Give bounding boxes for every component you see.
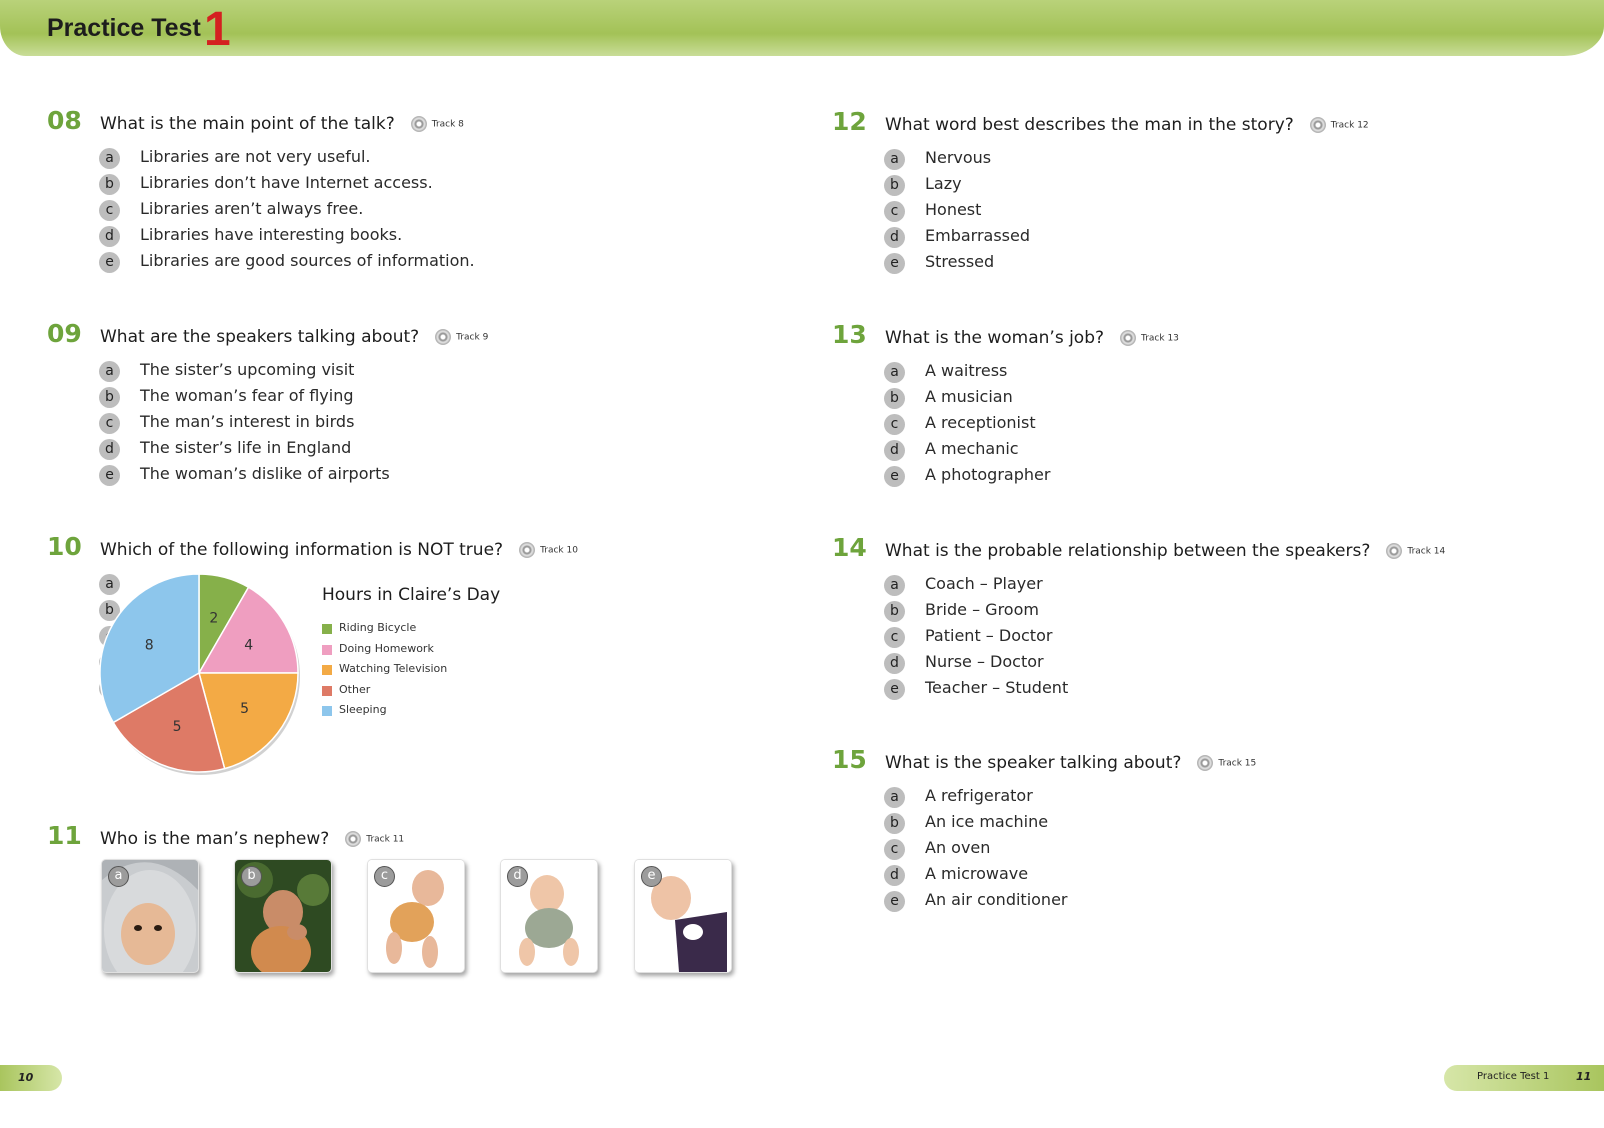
option-text: A photographer bbox=[925, 465, 1051, 484]
option-letter: a bbox=[884, 149, 905, 170]
legend-swatch bbox=[322, 665, 332, 675]
audio-track[interactable] bbox=[1310, 117, 1369, 133]
question-text: Which of the following information is NOT true? bbox=[100, 540, 504, 560]
legend-label: Other bbox=[339, 682, 371, 696]
photo-option-c[interactable] bbox=[367, 859, 465, 973]
option-letter: b bbox=[884, 175, 905, 196]
audio-track[interactable] bbox=[411, 116, 464, 132]
option-text: Bride – Groom bbox=[925, 600, 1039, 619]
audio-track[interactable] bbox=[1386, 543, 1445, 559]
footer-label: Practice Test 1 bbox=[1477, 1071, 1550, 1082]
option-letter: e bbox=[99, 252, 120, 273]
option-letter: e bbox=[884, 679, 905, 700]
legend-swatch bbox=[322, 686, 332, 696]
cd-icon bbox=[411, 116, 427, 132]
option-letter: d bbox=[99, 226, 120, 247]
option-text: The sister’s upcoming visit bbox=[140, 360, 355, 379]
option-text: A waitress bbox=[925, 361, 1008, 380]
option-text: Lazy bbox=[925, 174, 962, 193]
question-number: 10 bbox=[47, 532, 82, 561]
photo-letter: c bbox=[374, 866, 395, 887]
photo-letter: b bbox=[241, 866, 262, 887]
option-text: A mechanic bbox=[925, 439, 1019, 458]
question-text: What is the woman’s job? bbox=[885, 328, 1105, 348]
option-text: Stressed bbox=[925, 252, 995, 271]
question-text: What word best describes the man in the story? bbox=[885, 115, 1294, 135]
pie-chart-svg bbox=[92, 565, 312, 780]
option-text: Libraries have interesting books. bbox=[140, 225, 403, 244]
question-text: What is the probable relationship between the speakers? bbox=[885, 541, 1371, 561]
legend-swatch bbox=[322, 706, 332, 716]
option-text: The man’s interest in birds bbox=[140, 412, 355, 431]
option-text: A receptionist bbox=[925, 413, 1036, 432]
option-letter: a bbox=[99, 361, 120, 382]
question-number: 09 bbox=[47, 319, 82, 348]
pie-value-label: 2 bbox=[209, 610, 219, 627]
audio-track[interactable] bbox=[345, 831, 404, 847]
track-label: Track 14 bbox=[1407, 546, 1446, 557]
option-letter: b bbox=[99, 600, 120, 621]
option-letter: a bbox=[884, 362, 905, 383]
option-letter: b bbox=[884, 601, 905, 622]
option-text: An oven bbox=[925, 838, 991, 857]
question-number: 11 bbox=[47, 821, 82, 850]
pie-value-label: 4 bbox=[244, 637, 254, 654]
option-text: A refrigerator bbox=[925, 786, 1033, 805]
legend-label: Watching Television bbox=[339, 662, 448, 675]
option-letter: c bbox=[884, 201, 905, 222]
option-letter: d bbox=[884, 653, 905, 674]
option-letter: b bbox=[99, 174, 120, 195]
question-number: 12 bbox=[832, 107, 867, 136]
track-label: Track 10 bbox=[540, 545, 578, 556]
option-text: The sister’s life in England bbox=[140, 438, 352, 457]
option-text: Libraries are good sources of information. bbox=[140, 251, 475, 270]
audio-track[interactable] bbox=[435, 329, 488, 345]
track-label: Track 12 bbox=[1330, 120, 1369, 131]
question-number: 14 bbox=[832, 533, 867, 562]
option-letter: d bbox=[884, 440, 905, 461]
option-text: Nurse – Doctor bbox=[925, 652, 1044, 671]
question-text: Who is the man’s nephew? bbox=[100, 829, 330, 849]
option-letter: b bbox=[884, 388, 905, 409]
photo-option-b[interactable] bbox=[234, 859, 332, 973]
pie-chart bbox=[92, 565, 562, 780]
option-text: Nervous bbox=[925, 148, 992, 167]
option-letter: b bbox=[884, 813, 905, 834]
legend-swatch bbox=[322, 645, 332, 655]
question-number: 15 bbox=[832, 745, 867, 774]
legend-label: Doing Homework bbox=[339, 641, 434, 655]
option-letter: e bbox=[884, 253, 905, 274]
option-text: Teacher – Student bbox=[925, 678, 1069, 697]
header-band bbox=[0, 0, 1604, 56]
option-letter: a bbox=[99, 148, 120, 169]
option-letter: a bbox=[884, 787, 905, 808]
chart-title: Hours in Claire’s Day bbox=[322, 585, 501, 605]
option-letter: e bbox=[884, 466, 905, 487]
option-text: Patient – Doctor bbox=[925, 626, 1053, 645]
cd-icon bbox=[1197, 755, 1213, 771]
question-text: What is the speaker talking about? bbox=[885, 753, 1182, 773]
option-letter: e bbox=[99, 465, 120, 486]
question-text: What are the speakers talking about? bbox=[100, 327, 420, 347]
track-label: Track 9 bbox=[456, 332, 489, 343]
option-text: Embarrassed bbox=[925, 226, 1031, 245]
option-text: An ice machine bbox=[925, 812, 1049, 831]
track-label: Track 11 bbox=[366, 834, 405, 845]
cd-icon bbox=[345, 831, 361, 847]
option-text: Coach – Player bbox=[925, 574, 1043, 593]
photo-letter: a bbox=[108, 866, 129, 887]
track-label: Track 13 bbox=[1141, 333, 1179, 344]
pie-value-label: 5 bbox=[240, 700, 250, 717]
cd-icon bbox=[1310, 117, 1326, 133]
cd-icon bbox=[435, 329, 451, 345]
option-letter: a bbox=[99, 574, 120, 595]
option-letter: b bbox=[99, 387, 120, 408]
cd-icon bbox=[1386, 543, 1402, 559]
option-letter: d bbox=[99, 439, 120, 460]
option-text: A microwave bbox=[925, 864, 1029, 883]
option-letter: d bbox=[884, 227, 905, 248]
photo-option-d[interactable] bbox=[500, 859, 598, 973]
audio-track[interactable] bbox=[519, 542, 578, 558]
option-text: A musician bbox=[925, 387, 1013, 406]
option-letter: a bbox=[884, 575, 905, 596]
option-letter: c bbox=[99, 413, 120, 434]
option-text: The woman’s dislike of airports bbox=[140, 464, 390, 483]
option-letter: d bbox=[884, 865, 905, 886]
option-text: Libraries don’t have Internet access. bbox=[140, 173, 433, 192]
legend-label: Riding Bicycle bbox=[339, 621, 417, 634]
test-number: 1 bbox=[204, 3, 231, 56]
legend-swatch bbox=[322, 624, 332, 634]
option-letter: e bbox=[884, 891, 905, 912]
photo-letter: d bbox=[507, 866, 528, 887]
question-number: 08 bbox=[47, 106, 82, 135]
photo-option-a[interactable] bbox=[101, 859, 199, 973]
option-letter: c bbox=[884, 839, 905, 860]
pie-value-label: 8 bbox=[144, 637, 154, 654]
option-text: Honest bbox=[925, 200, 982, 219]
cd-icon bbox=[1120, 330, 1136, 346]
legend-label: Sleeping bbox=[339, 703, 387, 716]
page-number-right: 11 bbox=[1576, 1070, 1592, 1083]
track-label: Track 8 bbox=[431, 119, 464, 130]
option-letter: c bbox=[99, 200, 120, 221]
photo-letter: e bbox=[641, 866, 662, 887]
pie-value-label: 5 bbox=[172, 719, 182, 736]
cd-icon bbox=[519, 542, 535, 558]
audio-track[interactable] bbox=[1120, 330, 1179, 346]
question-number: 13 bbox=[832, 320, 867, 349]
photo-option-e[interactable] bbox=[634, 859, 732, 973]
option-text: The woman’s fear of flying bbox=[140, 386, 354, 405]
option-letter: c bbox=[884, 627, 905, 648]
page-number-left: 10 bbox=[18, 1071, 34, 1084]
footer-right-tab bbox=[1444, 1065, 1604, 1091]
question-text: What is the main point of the talk? bbox=[100, 114, 395, 134]
page-title: Practice Test bbox=[47, 14, 201, 42]
audio-track[interactable] bbox=[1197, 755, 1256, 771]
track-label: Track 15 bbox=[1218, 758, 1257, 769]
footer-left-tab bbox=[0, 1065, 62, 1091]
option-text: An air conditioner bbox=[925, 890, 1068, 909]
option-text: Libraries aren’t always free. bbox=[140, 199, 364, 218]
option-letter: c bbox=[884, 414, 905, 435]
option-text: Libraries are not very useful. bbox=[140, 147, 371, 166]
